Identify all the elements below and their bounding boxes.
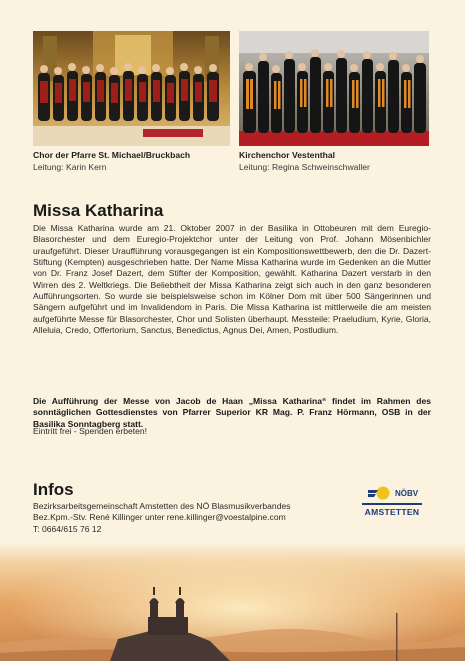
- choir-photo-vestenthal: [239, 31, 429, 146]
- caption-vestenthal: [239, 150, 439, 173]
- logo-city: AMSTETTEN: [364, 507, 420, 517]
- entry-notice: Eintritt frei - Spenden erbeten!: [33, 426, 148, 436]
- noebv-emblem-icon: [366, 485, 392, 501]
- choir-leader-bruckbach: Leitung: Karin Kern: [33, 161, 107, 172]
- sonntagberg-landscape-image: [0, 543, 465, 661]
- section-title-infos: Infos: [33, 480, 74, 499]
- logo-divider: [362, 503, 422, 505]
- missa-description: Die Missa Katharina wurde am 21. Oktober 2007 in der Basilika in Ottobeuren mit dem Euregio-Blasorchester und dem Euregio-Projektchor unter der Leitung von Prof. Johann Mösenbichler uraufgeführt. Dieser Uraufführung vorausgegangen ist ein Kompositionswettbewerb, den die Dr. Dazert-Stiftung (Kempten) ausgeschrieben hatte. Der Name Missa Katharina wurde im Gedenken an die Mutter von Dr. Franz Josef Dazert, dem Stifter der Komposition, gewählt. Katharina Dazert verstarb in den Wirren des 2. Weltkriegs. Die Beliebtheit der Missa Katharina zeigt sich auch in den ganz besonderen Aufführungsorten. So wurde sie beispielsweise schon im Kölner Dom mit über 500 Sängerinnen und Sängern aufgeführt und im Invalidendom in Paris. Die Missa Katharina ist mittlerweile die am meisten aufgeführte Messe für Blasorchester, Chor und Solisten überhaupt. Messteile: Praeludium, Kyrie, Gloria, Alleluia, Credo, Offertorium, Sanctus, Benedictus, Agnus Dei, Amen, Postludium.: [33, 223, 431, 336]
- infos-org: Bezirksarbeitsgemeinschaft Amstetten des NÖ Blasmusikverbandes: [33, 501, 291, 511]
- choir-photo-bruckbach: [33, 31, 230, 146]
- infos-phone: T: 0664/615 76 12: [33, 523, 102, 534]
- infos-email-line: Bez.Kpm.-Stv. René Killinger unter rene.killinger@voestalpine.com: [33, 512, 286, 523]
- noebv-amstetten-logo: [356, 485, 428, 531]
- choir-name-bruckbach: Chor der Pfarre St. Michael/Bruckbach: [33, 150, 191, 160]
- infos-contact: [33, 501, 353, 535]
- choir-leader-vestenthal: Leitung: Regina Schweinschwaller: [239, 161, 370, 172]
- choir-name-vestenthal: Kirchenchor Vestenthal: [239, 150, 335, 160]
- logo-org: NÖBV: [394, 488, 419, 498]
- performance-notice: Die Aufführung der Messe von Jacob de Haan „Missa Katharina“ findet im Rahmen des sonntäglichen Gottesdienstes von Pfarrer Superior KR Mag. P. Franz Hörmann, OSB in der Basilika Sonntagberg statt.: [33, 396, 431, 429]
- caption-bruckbach: [33, 150, 233, 173]
- section-title-missa: Missa Katharina: [33, 201, 164, 220]
